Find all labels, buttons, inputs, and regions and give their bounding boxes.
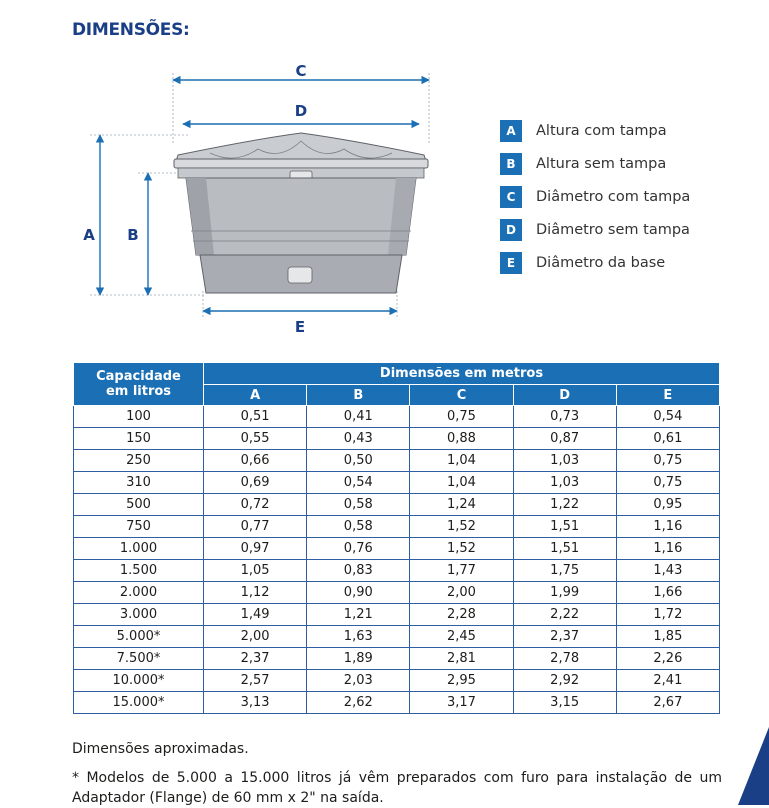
dimension-cell: 2,95 <box>410 670 513 692</box>
dimension-cell: 2,57 <box>204 670 307 692</box>
capacity-header-line2: em litros <box>105 384 172 399</box>
legend-text-b: Altura sem tampa <box>536 156 667 172</box>
capacity-cell: 100 <box>74 406 204 428</box>
table-row <box>74 560 720 582</box>
dimension-cell: 1,52 <box>410 538 513 560</box>
dimension-cell: 1,43 <box>616 560 719 582</box>
dimension-cell: 0,54 <box>307 472 410 494</box>
label-c: C <box>295 62 307 80</box>
capacity-cell: 7.500* <box>74 648 204 670</box>
capacity-cell: 1.500 <box>74 560 204 582</box>
legend-text-e: Diâmetro da base <box>536 255 666 271</box>
capacity-cell: 3.000 <box>74 604 204 626</box>
capacity-cell: 750 <box>74 516 204 538</box>
dimension-cell: 3,13 <box>204 692 307 714</box>
dimension-cell: 0,97 <box>204 538 307 560</box>
dimension-cell: 0,51 <box>204 406 307 428</box>
table-row <box>74 692 720 714</box>
dimension-cell: 1,16 <box>616 516 719 538</box>
column-header-a: A <box>204 385 307 406</box>
table-row <box>74 406 720 428</box>
corner-decoration <box>738 727 769 805</box>
dimension-cell: 0,76 <box>307 538 410 560</box>
capacity-cell: 15.000* <box>74 692 204 714</box>
dimension-cell: 2,28 <box>410 604 513 626</box>
dimension-cell: 0,58 <box>307 516 410 538</box>
dimension-cell: 2,67 <box>616 692 719 714</box>
dimension-cell: 0,83 <box>307 560 410 582</box>
capacity-cell: 5.000* <box>74 626 204 648</box>
dimension-cell: 1,66 <box>616 582 719 604</box>
legend-item-b <box>500 153 666 175</box>
water-tank-drawing <box>174 133 428 293</box>
legend-item-c <box>500 186 690 208</box>
label-d: D <box>294 102 308 120</box>
column-header-c: C <box>410 385 513 406</box>
dimension-cell: 2,00 <box>204 626 307 648</box>
dimension-cell: 2,41 <box>616 670 719 692</box>
table-row <box>74 472 720 494</box>
dimensions-table-body <box>74 406 720 714</box>
dimension-cell: 0,55 <box>204 428 307 450</box>
dimension-cell: 2,45 <box>410 626 513 648</box>
dimension-cell: 1,49 <box>204 604 307 626</box>
dimension-cell: 1,05 <box>204 560 307 582</box>
capacity-header <box>74 363 204 406</box>
table-row <box>74 450 720 472</box>
dimension-cell: 1,63 <box>307 626 410 648</box>
capacity-cell: 10.000* <box>74 670 204 692</box>
dimension-cell: 2,78 <box>513 648 616 670</box>
dimension-cell: 1,89 <box>307 648 410 670</box>
dimension-cell: 1,04 <box>410 450 513 472</box>
capacity-cell: 2.000 <box>74 582 204 604</box>
dimension-cell: 2,81 <box>410 648 513 670</box>
legend-key-d: D <box>500 219 522 241</box>
legend-text-c: Diâmetro com tampa <box>536 189 691 205</box>
dimension-cell: 1,51 <box>513 516 616 538</box>
dimension-cell: 0,66 <box>204 450 307 472</box>
legend-item-e <box>500 252 665 274</box>
column-header-e: E <box>616 385 719 406</box>
dimension-cell: 2,62 <box>307 692 410 714</box>
capacity-cell: 1.000 <box>74 538 204 560</box>
column-header-d: D <box>513 385 616 406</box>
capacity-cell: 310 <box>74 472 204 494</box>
dimension-cell: 0,72 <box>204 494 307 516</box>
table-row <box>74 428 720 450</box>
dimension-cell: 0,54 <box>616 406 719 428</box>
column-header-b: B <box>307 385 410 406</box>
dimension-cell: 1,03 <box>513 450 616 472</box>
dimension-cell: 1,24 <box>410 494 513 516</box>
dimension-cell: 3,17 <box>410 692 513 714</box>
table-row <box>74 670 720 692</box>
dimension-cell: 1,22 <box>513 494 616 516</box>
dimension-cell: 0,69 <box>204 472 307 494</box>
dimension-cell: 1,51 <box>513 538 616 560</box>
dimension-cell: 0,87 <box>513 428 616 450</box>
legend-key-b: B <box>500 153 522 175</box>
capacity-header-line1: Capacidade <box>96 369 181 384</box>
dimension-cell: 0,58 <box>307 494 410 516</box>
dimension-cell: 1,52 <box>410 516 513 538</box>
legend-key-e: E <box>500 252 522 274</box>
dimension-cell: 2,92 <box>513 670 616 692</box>
legend-key-c: C <box>500 186 522 208</box>
dimension-cell: 0,95 <box>616 494 719 516</box>
dimension-cell: 1,04 <box>410 472 513 494</box>
dimension-cell: 1,03 <box>513 472 616 494</box>
dimension-cell: 0,75 <box>616 450 719 472</box>
dimension-cell: 0,77 <box>204 516 307 538</box>
table-row <box>74 626 720 648</box>
dimensions-group-header: Dimensões em metros <box>204 363 720 385</box>
label-a: A <box>83 226 95 244</box>
models-footnote: * Modelos de 5.000 a 15.000 litros já vêm preparados com furo para instalação de um Adaptador (Flange) de 60 mm x 2" na saída. <box>72 770 722 806</box>
dimension-cell: 0,41 <box>307 406 410 428</box>
dimension-cell: 2,22 <box>513 604 616 626</box>
dimension-cell: 0,43 <box>307 428 410 450</box>
dimension-cell: 0,61 <box>616 428 719 450</box>
dimension-cell: 1,75 <box>513 560 616 582</box>
dimension-cell: 2,37 <box>513 626 616 648</box>
table-row <box>74 538 720 560</box>
page-title: DIMENSÕES: <box>72 20 190 40</box>
capacity-cell: 150 <box>74 428 204 450</box>
legend-text-a: Altura com tampa <box>536 123 667 139</box>
dimension-cell: 2,26 <box>616 648 719 670</box>
dimension-cell: 2,37 <box>204 648 307 670</box>
dimension-cell: 0,73 <box>513 406 616 428</box>
dimension-cell: 2,03 <box>307 670 410 692</box>
label-b: B <box>127 226 139 244</box>
dimension-cell: 3,15 <box>513 692 616 714</box>
dimension-cell: 1,72 <box>616 604 719 626</box>
capacity-cell: 250 <box>74 450 204 472</box>
table-row <box>74 604 720 626</box>
dimension-cell: 2,00 <box>410 582 513 604</box>
dimension-cell: 0,75 <box>616 472 719 494</box>
dimension-cell: 0,88 <box>410 428 513 450</box>
dimension-cell: 0,50 <box>307 450 410 472</box>
legend-item-d <box>500 219 690 241</box>
legend-item-a <box>500 120 667 142</box>
dimension-cell: 1,77 <box>410 560 513 582</box>
label-e: E <box>294 318 306 336</box>
table-row <box>74 494 720 516</box>
tank-dimension-diagram <box>70 55 440 340</box>
legend-text-d: Diâmetro sem tampa <box>536 222 690 238</box>
dimension-cell: 0,75 <box>410 406 513 428</box>
legend-key-a: A <box>500 120 522 142</box>
dimension-cell: 1,12 <box>204 582 307 604</box>
dimension-cell: 1,16 <box>616 538 719 560</box>
dimensions-table <box>73 362 720 714</box>
approximate-dimensions-note: Dimensões aproximadas. <box>72 741 249 757</box>
dimension-cell: 1,99 <box>513 582 616 604</box>
table-row <box>74 582 720 604</box>
table-row <box>74 516 720 538</box>
capacity-cell: 500 <box>74 494 204 516</box>
dimension-cell: 1,21 <box>307 604 410 626</box>
dimension-cell: 0,90 <box>307 582 410 604</box>
dimension-cell: 1,85 <box>616 626 719 648</box>
table-row <box>74 648 720 670</box>
